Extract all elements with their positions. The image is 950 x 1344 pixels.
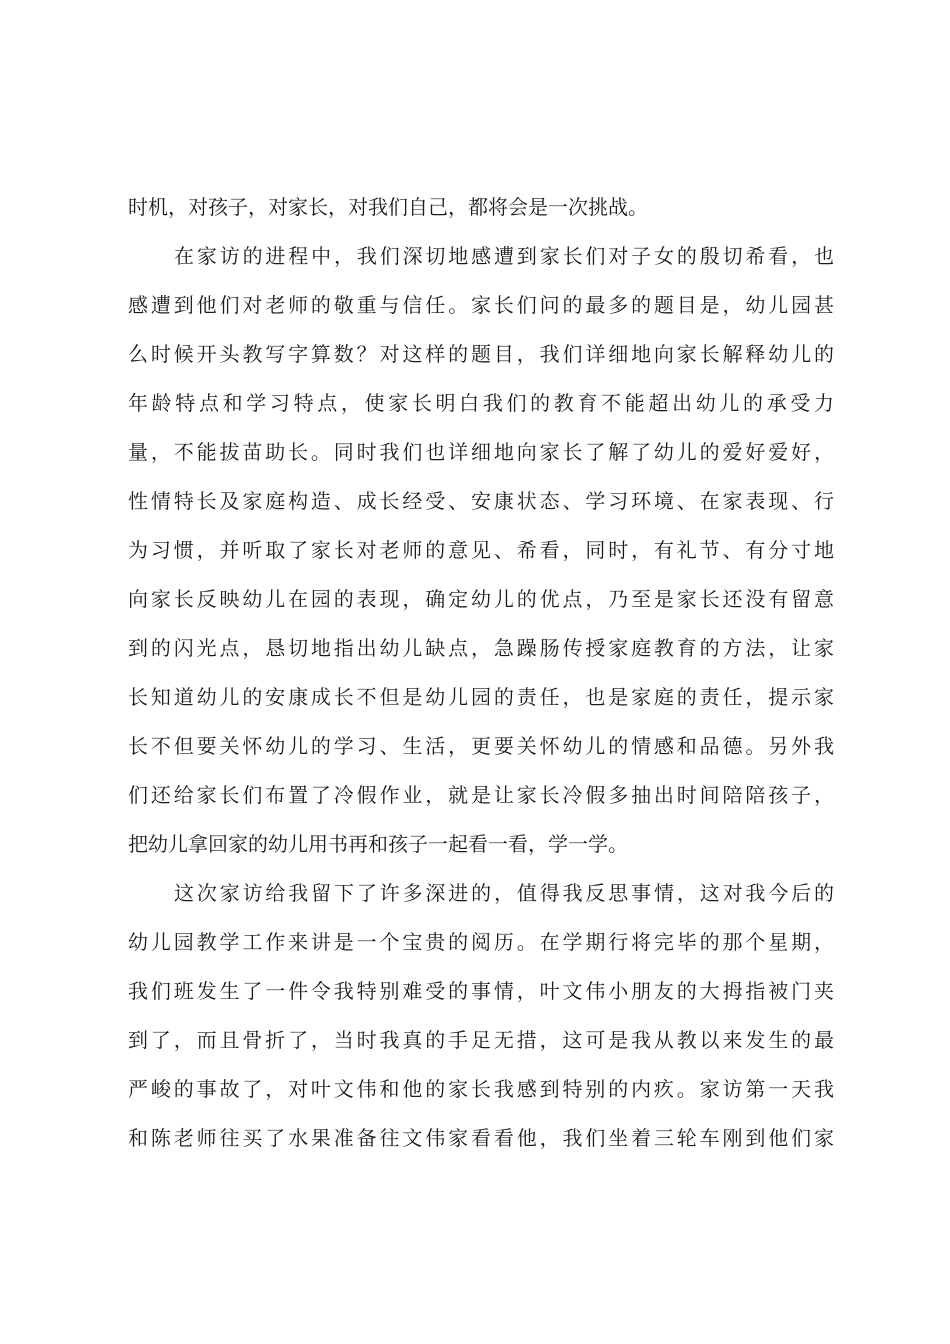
text-line: 幼儿园教学工作来讲是一个宝贵的阅历。在学期行将完毕的那个星期， bbox=[128, 930, 834, 954]
text-line: 时机，对孩子，对家长，对我们自己，都将会是一次挑战。 bbox=[128, 195, 648, 219]
text-line: 我们班发生了一件令我特别难受的事情，叶文伟小朋友的大拇指被门夹 bbox=[128, 979, 834, 1003]
text-line: 向家长反映幼儿在园的表现，确定幼儿的优点，乃至是家长还没有留意 bbox=[128, 587, 834, 611]
text-line: 为习惯，并听取了家长对老师的意见、希看，同时，有礼节、有分寸地 bbox=[128, 538, 834, 562]
text-line: 年龄特点和学习特点，使家长明白我们的教育不能超出幼儿的承受力 bbox=[128, 391, 834, 415]
text-line: 感遭到他们对老师的敬重与信任。家长们问的最多的题目是，幼儿园甚 bbox=[128, 293, 834, 317]
text-line: 长不但要关怀幼儿的学习、生活，更要关怀幼儿的情感和品德。另外我 bbox=[128, 734, 834, 758]
text-line: 们还给家长们布置了冷假作业，就是让家长冷假多抽出时间陪陪孩子， bbox=[128, 783, 834, 807]
text-line: 长知道幼儿的安康成长不但是幼儿园的责任，也是家庭的责任，提示家 bbox=[128, 685, 834, 709]
paragraph-first-line: 这次家访给我留下了许多深进的，值得我反思事情，这对我今后的 bbox=[174, 881, 834, 905]
text-line: 性情特长及家庭构造、成长经受、安康状态、学习环境、在家表现、行 bbox=[128, 489, 834, 513]
text-line: 和陈老师往买了水果准备往文伟家看看他，我们坐着三轮车刚到他们家 bbox=[128, 1126, 834, 1150]
text-line: 么时候开头教写字算数？对这样的题目，我们详细地向家长解释幼儿的 bbox=[128, 342, 834, 366]
text-line: 把幼儿拿回家的幼儿用书再和孩子一起看一看，学一学。 bbox=[128, 832, 628, 856]
text-line: 严峻的事故了，对叶文伟和他的家长我感到特别的内疚。家访第一天我 bbox=[128, 1077, 834, 1101]
text-line: 量，不能拔苗助长。同时我们也详细地向家长了解了幼儿的爱好爱好， bbox=[128, 440, 834, 464]
paragraph-first-line: 在家访的进程中，我们深切地感遭到家长们对子女的殷切希看，也 bbox=[174, 244, 834, 268]
text-line: 到的闪光点，恳切地指出幼儿缺点，急躁肠传授家庭教育的方法，让家 bbox=[128, 636, 834, 660]
text-line: 到了，而且骨折了，当时我真的手足无措，这可是我从教以来发生的最 bbox=[128, 1028, 834, 1052]
